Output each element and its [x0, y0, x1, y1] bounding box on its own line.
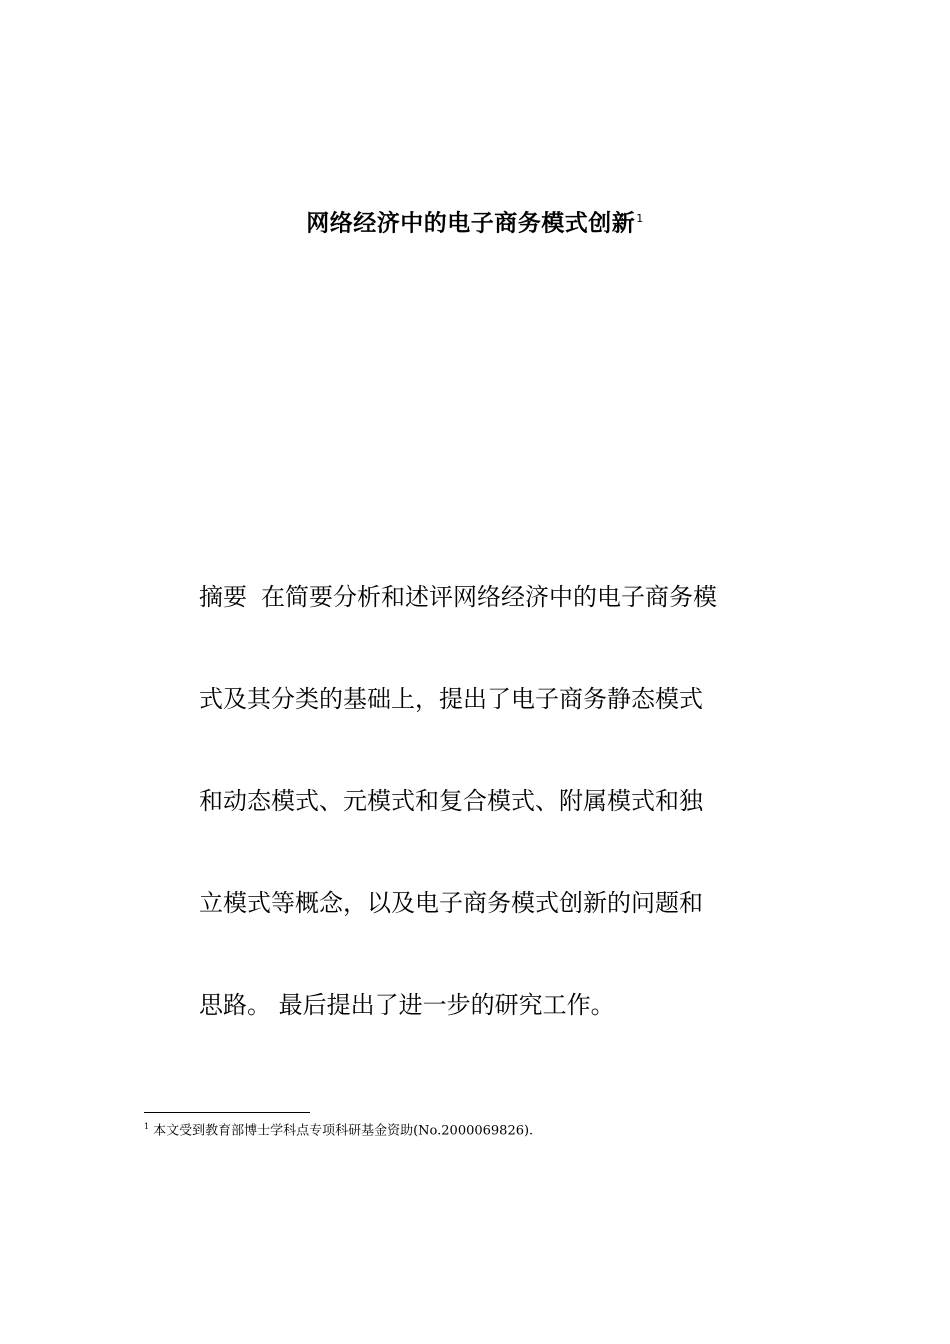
footnote-text: 本文受到教育部博士学科点专项科研基金资助(No.2000069826).	[153, 1123, 534, 1139]
footnote-divider	[144, 1112, 310, 1113]
abstract-text: 式及其分类的基础上，提出了电子商务静态模式	[199, 685, 703, 713]
abstract-line	[199, 575, 759, 677]
footnote-marker: 1	[144, 1122, 150, 1131]
abstract-text: 思路。 最后提出了进一步的研究工作。	[199, 991, 615, 1019]
abstract-section	[199, 575, 759, 1085]
abstract-label: 摘要	[199, 583, 247, 611]
abstract-text: 在简要分析和述评网络经济中的电子商务模	[261, 583, 717, 611]
title-text: 网络经济中的电子商务模式创新	[306, 210, 636, 237]
footnote	[144, 1118, 533, 1140]
abstract-text: 立模式等概念，以及电子商务模式创新的问题和	[199, 889, 703, 917]
document-title	[0, 202, 950, 241]
abstract-line	[199, 983, 759, 1085]
abstract-text: 和动态模式、元模式和复合模式、附属模式和独	[199, 787, 703, 815]
title-footnote-marker: 1	[636, 212, 644, 225]
abstract-line	[199, 677, 759, 779]
abstract-line	[199, 881, 759, 983]
abstract-line	[199, 779, 759, 881]
